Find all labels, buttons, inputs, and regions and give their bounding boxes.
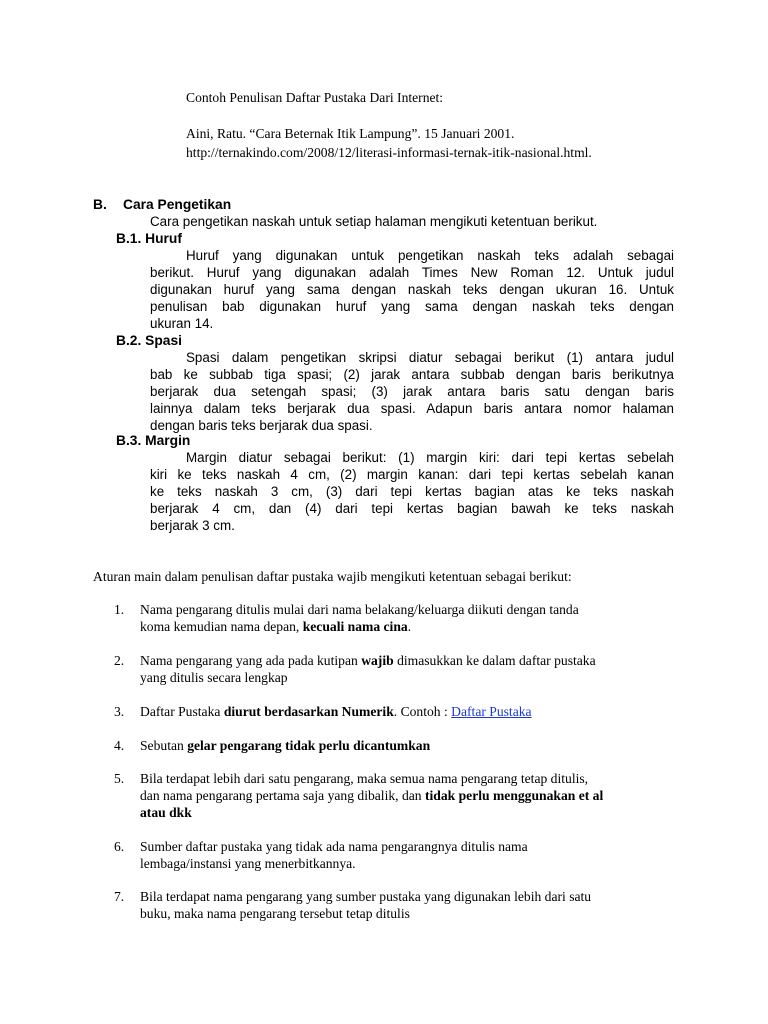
text-run: . Contoh : [393,704,452,719]
emphasis: kecuali nama cina [302,619,408,634]
text-run: Daftar Pustaka [140,704,224,719]
list-number: 5. [114,771,125,786]
list-line [140,652,700,669]
list-number: 6. [114,839,125,854]
list-item-text [140,652,700,686]
list-number: 4. [114,738,125,753]
b1-line: berikut. Huruf yang digunakan adalah Times New Roman 12. Untuk judul [150,265,674,280]
section-b-intro: Cara pengetikan naskah untuk setiap halaman mengikuti ketentuan berikut. [150,214,598,229]
b1-line: Huruf yang digunakan untuk pengetikan naskah teks adalah sebagai [186,248,674,263]
citation-line-1: Aini, Ratu. “Cara Beternak Itik Lampung”. 15 Januari 2001. [186,126,515,141]
list-line: Sumber daftar pustaka yang tidak ada nama pengarangnya ditulis nama [140,839,528,854]
list-line: Nama pengarang ditulis mulai dari nama belakang/keluarga diikuti dengan tanda [140,602,579,617]
list-line: atau dkk [140,805,192,820]
b2-line: Spasi dalam pengetikan skripsi diatur sebagai berikut (1) antara judul [186,350,674,365]
b2-line: dengan baris teks berjarak dua spasi. [150,418,373,433]
b1-heading: B.1. Huruf [116,231,182,246]
list-line: Bila terdapat lebih dari satu pengarang, maka semua nama pengarang tetap ditulis, [140,771,589,786]
list-line [140,618,700,635]
list-line: buku, maka nama pengarang tersebut tetap ditulis [140,906,410,921]
b3-paragraph [150,449,674,534]
text-run: . [407,619,412,634]
b2-line: berjarak dua setengah spasi; (3) jarak antara baris satu dengan baris [150,384,674,399]
emphasis: diurut berdasarkan Numerik [223,704,394,719]
b3-line: kiri ke teks naskah 4 cm, (2) margin kanan: dari tepi kertas sebelah kanan [150,467,674,482]
list-item-text [140,737,700,754]
list-item-text [140,601,700,635]
list-number: 3. [114,704,125,719]
list-item-text [140,703,700,720]
example-title: Contoh Penulisan Daftar Pustaka Dari Internet: [186,90,444,105]
list-line [140,787,700,804]
list-number: 7. [114,889,125,904]
emphasis: tidak perlu menggunakan et al [424,788,604,803]
citation-url: http://ternakindo.com/2008/12/literasi-informasi-ternak-itik-nasional.html. [186,145,592,160]
list-item-text [140,838,700,872]
rules-intro: Aturan main dalam penulisan daftar pustaka wajib mengikuti ketentuan sebagai berikut: [93,569,572,584]
list-item-text [140,770,700,821]
b1-paragraph [150,247,674,332]
b3-heading: B.3. Margin [116,433,191,448]
text-run: dan nama pengarang pertama saja yang dibalik, dan [140,788,425,803]
b3-line: ke teks naskah 3 cm, (3) dari tepi kertas bagian atas ke teks naskah [150,484,674,499]
b2-heading: B.2. Spasi [116,333,182,348]
b1-line: digunakan huruf yang sama dengan naskah teks dengan ukuran 16. Untuk [150,282,674,297]
list-item-text [140,888,700,922]
emphasis: wajib [361,653,394,668]
text-run: koma kemudian nama depan, [140,619,303,634]
daftar-pustaka-link[interactable]: Daftar Pustaka [451,704,532,719]
b2-line: bab ke subbab tiga spasi; (2) jarak antara subbab dengan baris berikutnya [150,367,674,382]
emphasis: gelar pengarang tidak perlu dicantumkan [187,738,431,753]
b3-line: Margin diatur sebagai berikut: (1) margin kiri: dari tepi kertas sebelah [186,450,674,465]
b2-line: lainnya dalam teks berjarak dua spasi. Adapun baris antara nomor halaman [150,401,674,416]
section-b-letter: B. [93,197,107,212]
b3-line: berjarak 3 cm. [150,518,235,533]
list-number: 1. [114,602,125,617]
b3-line: berjarak 4 cm, dan (4) dari tepi kertas bagian bawah ke teks naskah [150,501,674,516]
list-line: lembaga/instansi yang menerbitkannya. [140,856,356,871]
b1-line: ukuran 14. [150,316,214,331]
b2-paragraph [150,349,674,434]
list-number: 2. [114,653,125,668]
list-line: Bila terdapat nama pengarang yang sumber pustaka yang digunakan lebih dari satu [140,889,592,904]
section-b-title: Cara Pengetikan [123,197,232,212]
list-line: yang ditulis secara lengkap [140,670,288,685]
b1-line: penulisan bab digunakan huruf yang sama dengan naskah teks dengan [150,299,674,314]
text-run: Nama pengarang yang ada pada kutipan [140,653,362,668]
text-run: Sebutan [140,738,188,753]
text-run: dimasukkan ke dalam daftar pustaka [393,653,596,668]
